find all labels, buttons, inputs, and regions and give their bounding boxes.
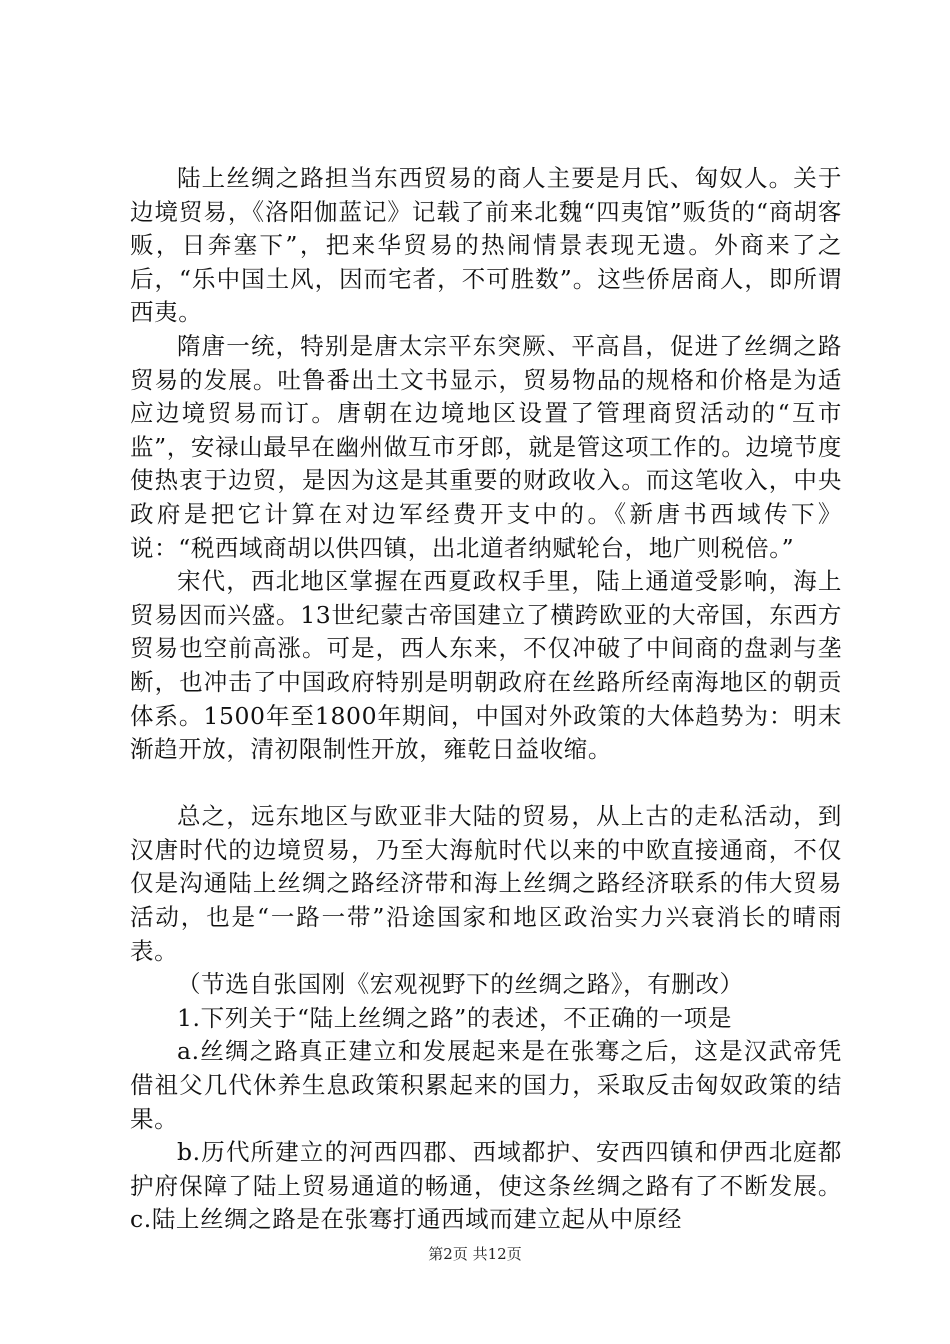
paragraph-4: 总之，远东地区与欧亚非大陆的贸易，从上古的走私活动，到汉唐时代的边境贸易，乃至大海航时代以来的中欧直接通商，不仅仅是沟通陆上丝绸之路经济带和海上丝绸之路经济联系的伟大贸易活动，也是“一路一带”沿途国家和地区政治实力兴衰消长的晴雨表。 [130,802,842,965]
paragraph-1: 陆上丝绸之路担当东西贸易的商人主要是月氏、匈奴人。关于边境贸易，《洛阳伽蓝记》记载了前来北魏“四夷馆”贩货的“商胡客贩，日奔塞下”，把来华贸易的热闹情景表现无遗。外商来了之后，“乐中国土风，因而宅者，不可胜数”。这些侨居商人，即所谓西夷。 [130,164,842,327]
option-b: b.历代所建立的河西四郡、西域都护、安西四镇和伊西北庭都护府保障了陆上贸易通道的畅通，使这条丝绸之路有了不断发展。c.陆上丝绸之路是在张骞打通西域而建立起从中原经 [130,1138,842,1234]
paragraph-gap [130,767,842,801]
page-footer: 第2页 共12页 [428,1245,522,1263]
paragraph-2: 隋唐一统，特别是唐太宗平东突厥、平高昌，促进了丝绸之路贸易的发展。吐鲁番出土文书显示，贸易物品的规格和价格是为适应边境贸易而订。唐朝在边境地区设置了管理商贸活动的“互市监”，安禄山最早在幽州做互市牙郎，就是管这项工作的。边境节度使热衷于边贸，是因为这是其重要的财政收入。而这笔收入，中央政府是把它计算在对边军经费开支中的。《新唐书西域传下》说：“税西域商胡以供四镇，出北道者纳赋轮台，地广则税倍。” [130,331,842,562]
article-body [130,162,842,1237]
paragraph-3: 宋代，西北地区掌握在西夏政权手里，陆上通道受影响，海上贸易因而兴盛。13世纪蒙古帝国建立了横跨欧亚的大帝国，东西方贸易也空前高涨。可是，西人东来，不仅冲破了中间商的盘剥与垄断，也冲击了中国政府特别是明朝政府在丝路所经南海地区的朝贡体系。1500年至1800年期间，中国对外政策的大体趋势为：明末渐趋开放，清初限制性开放，雍乾日益收缩。 [130,567,842,764]
source-citation: （节选自张国刚《宏观视野下的丝绸之路》，有删改） [177,970,744,999]
option-a: a.丝绸之路真正建立和发展起来是在张骞之后，这是汉武帝凭借祖父几代休养生息政策积累起来的国力，采取反击匈奴政策的结果。 [130,1037,842,1133]
question-1: 1.下列关于“陆上丝绸之路”的表述，不正确的一项是 [177,1003,732,1032]
